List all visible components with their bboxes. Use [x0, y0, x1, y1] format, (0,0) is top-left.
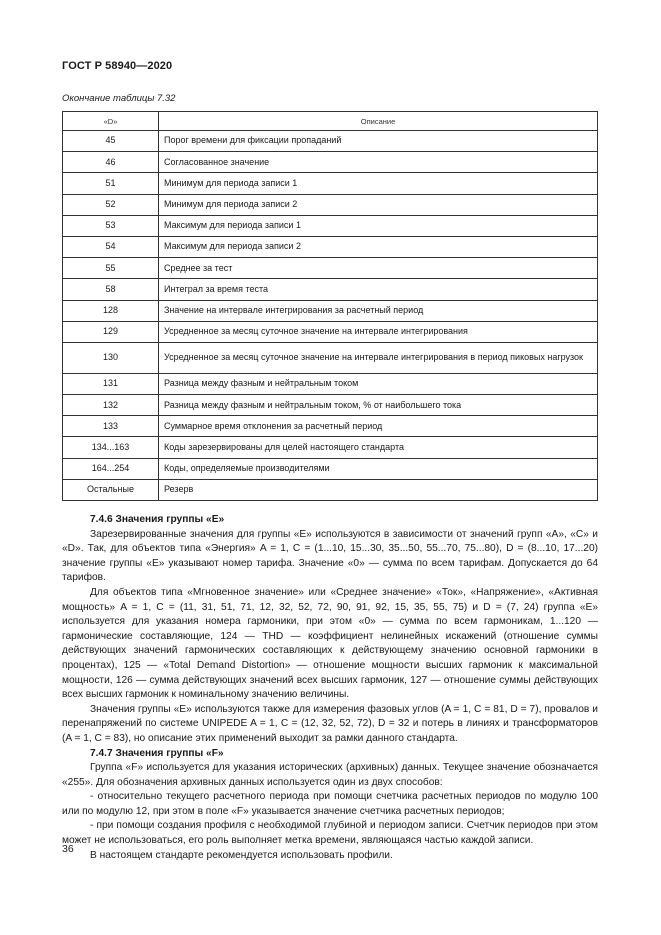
row-code: 128: [63, 300, 159, 321]
table-row: [63, 258, 598, 279]
row-description: Разница между фазным и нейтральным током, % от наибольшего тока: [159, 395, 598, 416]
column-header-code: «D»: [63, 112, 159, 131]
row-code: 131: [63, 373, 159, 394]
table-row: [63, 437, 598, 458]
table-row: [63, 215, 598, 236]
row-description: Коды зарезервированы для целей настоящего стандарта: [159, 437, 598, 458]
row-code: 54: [63, 236, 159, 257]
row-description: Значение на интервале интегрирования за расчетный период: [159, 300, 598, 321]
table-header-row: [63, 112, 598, 131]
table-row: [63, 173, 598, 194]
data-table: [62, 111, 598, 501]
list-item: - при помощи создания профиля с необходимой глубиной и периодом записи. Счетчик периодов при этом может не использоваться, его роль выполняет метка времени, являющаяся частью каждой записи.: [62, 820, 598, 847]
row-description: Усредненное за месяц суточное значение на интервале интегрирования в период пиковых нагрузок: [159, 342, 598, 373]
table-row: [63, 300, 598, 321]
row-code: 130: [63, 342, 159, 373]
column-header-description: Описание: [159, 112, 598, 131]
row-description: Максимум для периода записи 1: [159, 215, 598, 236]
list-item: - относительно текущего расчетного периода при помощи счетчика расчетных периодов по модулю 100 или по модулю 12, при этом в поле «F» указывается значение счетчика расчетных периодов;: [62, 791, 598, 817]
document-header: ГОСТ Р 58940—2020: [62, 60, 173, 72]
row-description: Порог времени для фиксации пропаданий: [159, 131, 598, 152]
row-code: 55: [63, 258, 159, 279]
row-code: 164...254: [63, 458, 159, 479]
row-code: 58: [63, 279, 159, 300]
table-caption: Окончание таблицы 7.32: [62, 93, 176, 104]
row-description: Согласованное значение: [159, 152, 598, 173]
paragraph: Для объектов типа «Мгновенное значение» или «Среднее значение» «Ток», «Напряжение», «Активная мощность» A = 1, C = (11, 31, 51, 71, 12, 32, 52, 72, 90, 91, 92, 15, 35, 55, 75) и D = (7, 24) группа «E» используется для указания номера гармоники, при этом «0» — сумма по всем гармоникам, 1...120 — гармонические составляющие, 124 — THD — коэффициент нелинейных искажений (отношение суммы действующих значений гармонических составляющих к действующему значению основной гармоники в процентах), 125 — «Total Demand Distortion» — отношение мощности высших гармоник к максимальной мощности, 126 — сумма действующих значений всех высших гармоник, 127 — отношение суммы действующих всех высших гармоник к номинальному значению величины.: [62, 586, 598, 701]
table-row: [63, 131, 598, 152]
table-row: [63, 236, 598, 257]
table-row: [63, 373, 598, 394]
row-code: 51: [63, 173, 159, 194]
paragraph: Значения группы «E» используются также для измерения фазовых углов (A = 1, C = 81, D = 7), провалов и перенапряжений по системе UNIPEDE A = 1, C = (12, 32, 52, 72), D = 32 и потерь в линиях и трансформаторов (A = 1, C = 83), но описание этих применений выходит за рамки данного стандарта.: [62, 703, 598, 744]
paragraph: Группа «F» используется для указания исторических (архивных) данных. Текущее значение обозначается «255». Для обозначения архивных данных используется один из двух способов:: [62, 762, 598, 788]
section-heading-7-4-7: 7.4.7 Значения группы «F»: [90, 747, 224, 759]
table-row: [63, 479, 598, 500]
row-code: 52: [63, 194, 159, 215]
row-description: Суммарное время отклонения за расчетный период: [159, 416, 598, 437]
table-row: [63, 416, 598, 437]
row-description: Резерв: [159, 479, 598, 500]
page-number: 36: [62, 843, 74, 855]
row-description: Максимум для периода записи 2: [159, 236, 598, 257]
table-row: [63, 458, 598, 479]
row-description: Минимум для периода записи 2: [159, 194, 598, 215]
row-code: 133: [63, 416, 159, 437]
row-code: 46: [63, 152, 159, 173]
paragraph: В настоящем стандарте рекомендуется использовать профили.: [90, 849, 393, 861]
body-text: [62, 513, 598, 863]
row-code: 45: [63, 131, 159, 152]
table-row: [63, 395, 598, 416]
row-description: Коды, определяемые производителями: [159, 458, 598, 479]
table-row: [63, 152, 598, 173]
table-row: [63, 194, 598, 215]
row-description: Интеграл за время теста: [159, 279, 598, 300]
table-row: [63, 342, 598, 373]
row-code: 53: [63, 215, 159, 236]
row-code: Остальные: [63, 479, 159, 500]
row-code: 129: [63, 321, 159, 342]
table-row: [63, 321, 598, 342]
table-row: [63, 279, 598, 300]
row-code: 132: [63, 395, 159, 416]
row-description: Среднее за тест: [159, 258, 598, 279]
row-description: Минимум для периода записи 1: [159, 173, 598, 194]
row-code: 134...163: [63, 437, 159, 458]
section-heading-7-4-6: 7.4.6 Значения группы «E»: [90, 514, 225, 525]
paragraph: Зарезервированные значения для группы «E» используются в зависимости от значений групп «A», «C» и «D». Так, для объектов типа «Энергия» A = 1, C = (1...10, 15...30, 35...50, 55...70, 75...80), D = (8...10, 17...20) значение группы «E» указывают номер тарифа. Значение «0» — сумма по всем тарифам. Допускается до 64 тарифов.: [62, 528, 598, 584]
row-description: Усредненное за месяц суточное значение на интервале интегрирования: [159, 321, 598, 342]
row-description: Разница между фазным и нейтральным током: [159, 373, 598, 394]
